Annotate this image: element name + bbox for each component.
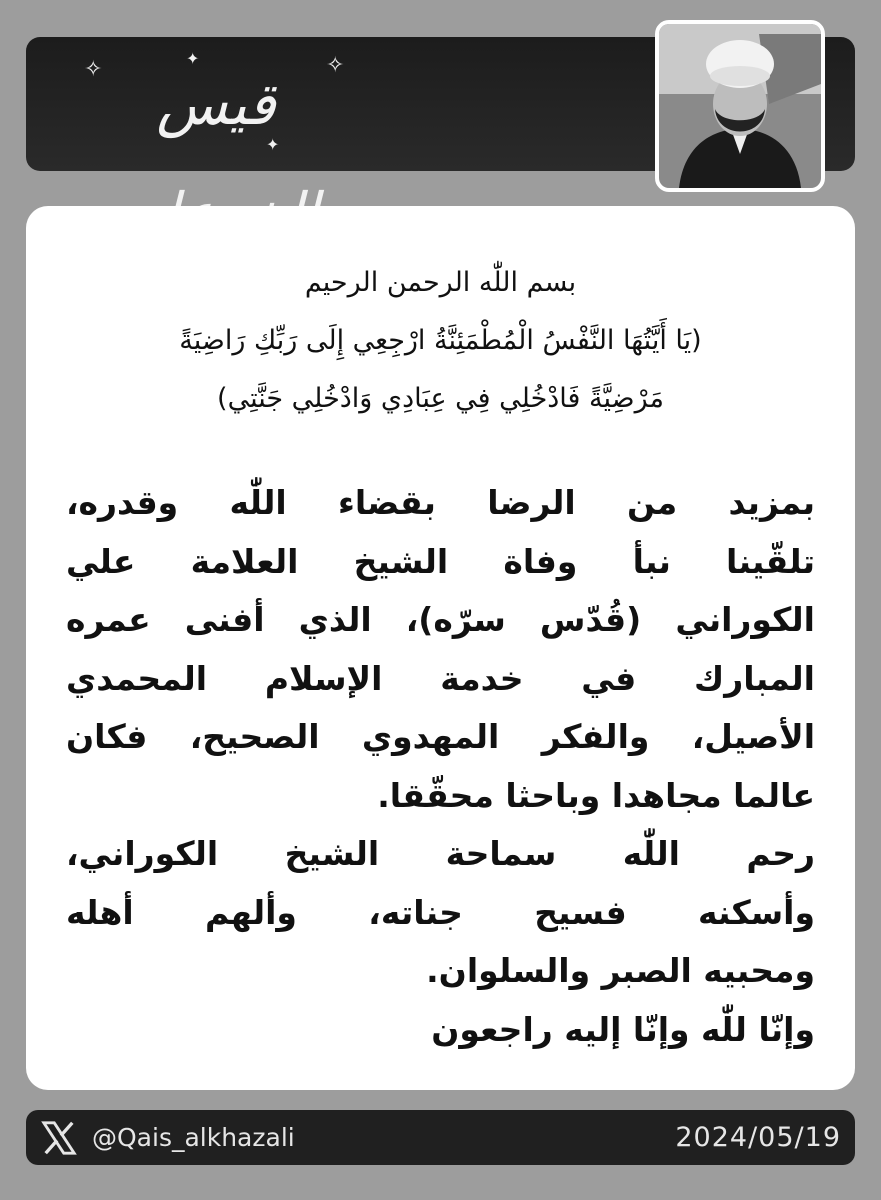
account-handle[interactable]: @Qais_alkhazali bbox=[92, 1123, 295, 1152]
logo-text: قيس bbox=[156, 70, 276, 138]
verse-line: مَرْضِيَّةً فَادْخُلِي فِي عِبَادِي وَادْخُلِي جَنَّتِي) bbox=[217, 383, 664, 414]
condolence-text bbox=[66, 474, 815, 1059]
body-line: وإنّا للّٰه وإنّا إليه راجعون bbox=[431, 1009, 815, 1049]
profile-portrait bbox=[655, 20, 825, 192]
body-line: الأصيل، والفكر المهدوي الصحيح، فكان bbox=[66, 717, 815, 756]
body-line: ومحبيه الصبر والسلوان. bbox=[426, 951, 815, 990]
body-line: رحم اللّٰه سماحة الشيخ الكوراني، bbox=[66, 834, 815, 873]
calligraphy-logo: ✧ ✧ ✦ ✦ قيس bbox=[66, 49, 366, 159]
post-date: 2024/05/19 bbox=[675, 1122, 841, 1153]
verse-line: (يَا أَيَّتُهَا النَّفْسُ الْمُطْمَئِنَّةُ ارْجِعِي إِلَى رَبِّكِ رَاضِيَةً bbox=[179, 325, 702, 356]
body-line: المبارك في خدمة الإسلام المحمدي bbox=[66, 658, 815, 698]
body-line: تلقّينا نبأ وفاة الشيخ العلامة علي bbox=[66, 541, 815, 581]
body-line: الكوراني (قُدّس سرّه)، الذي أفنى عمره bbox=[66, 600, 815, 639]
body-line: عالما مجاهدا وباحثا محقّقا. bbox=[377, 775, 815, 815]
basmala-line: بسم اللّٰه الرحمن الرحيم bbox=[304, 267, 577, 298]
post-card bbox=[26, 206, 855, 1090]
basmala-verse bbox=[66, 254, 815, 428]
portrait-image bbox=[659, 24, 821, 188]
footer-bar bbox=[26, 1110, 855, 1165]
body-line: وأسكنه فسيح جناته، وألهم أهله bbox=[66, 892, 815, 932]
body-line: بمزيد من الرضا بقضاء اللّٰه وقدره، bbox=[66, 483, 815, 522]
x-logo-icon[interactable] bbox=[40, 1119, 78, 1157]
